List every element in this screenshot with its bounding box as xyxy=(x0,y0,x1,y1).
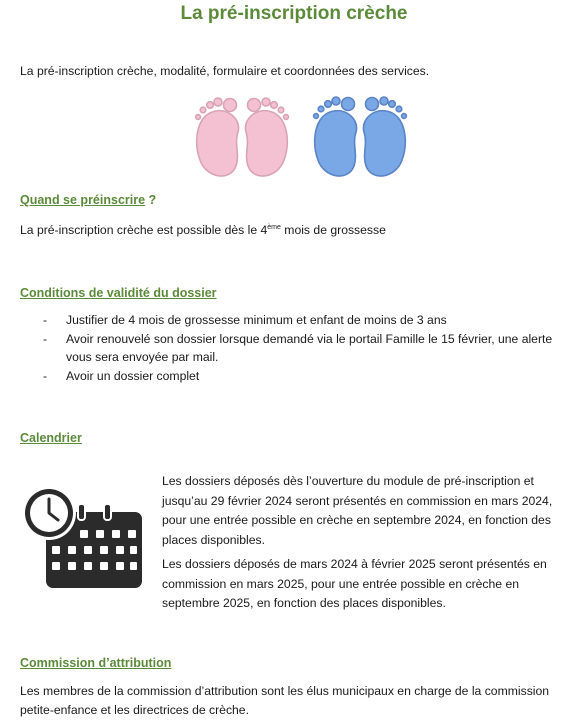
blue-feet xyxy=(314,97,407,176)
list-item xyxy=(40,367,580,386)
conditions-list xyxy=(40,311,580,385)
bullet-dash: - xyxy=(43,368,48,383)
baby-feet-illustration xyxy=(190,92,420,187)
section-heading-when xyxy=(20,193,156,207)
section-heading-commission xyxy=(20,656,171,670)
section-heading-conditions-label: Conditions de validité du dossier xyxy=(20,286,217,300)
when-text-superscript: ème xyxy=(267,224,281,231)
intro-text: La pré-inscription crèche, modalité, formulaire et coordonnées des services. xyxy=(20,64,430,78)
when-text-start: La pré-inscription crèche est possible dès le 4 xyxy=(20,223,268,237)
pink-feet xyxy=(196,98,289,176)
section-heading-conditions xyxy=(20,286,217,300)
bullet-dash: - xyxy=(43,313,48,327)
list-item-text: Justifier de 4 mois de grossesse minimum et enfant de moins de 3 ans xyxy=(66,313,447,327)
calendar-clock-icon xyxy=(22,486,144,590)
list-item-text: Avoir un dossier complet xyxy=(66,368,200,383)
when-text xyxy=(20,220,386,240)
bullet-dash: - xyxy=(43,331,48,346)
list-item-text: Avoir renouvelé son dossier lorsque demandé via le portail Famille le 15 février, une alerte vous sera envoyée par mail. xyxy=(66,331,553,364)
section-heading-calendar-label: Calendrier xyxy=(20,431,82,445)
section-heading-when-label: Quand se préinscrire xyxy=(20,193,146,207)
list-item xyxy=(40,330,580,367)
section-heading-when-suffix: ? xyxy=(145,193,157,207)
section-heading-calendar xyxy=(20,431,82,445)
page-title: La pré-inscription crèche xyxy=(180,3,408,24)
calendar-paragraph-1: Les dossiers déposés dès l’ouverture du module de pré-inscription et jusqu’au 29 février 2024 seront présentés en commission en mars 2024, pour une entrée possible en crèche en septembre 2024, en fonction des places disponibles. xyxy=(162,474,553,547)
section-heading-commission-label: Commission d’attribution xyxy=(20,656,172,670)
when-text-end: mois de grossesse xyxy=(280,223,386,237)
commission-text: Les membres de la commission d’attribution sont les élus municipaux en charge de la commission petite-enfance et les directrices de crèche. xyxy=(20,684,550,717)
list-item xyxy=(40,311,580,330)
calendar-paragraph-2: Les dossiers déposés de mars 2024 à février 2025 seront présentés en commission en mars 2025, pour une entrée possible en crèche en septembre 2025, en fonction des places disponibles. xyxy=(162,557,547,610)
